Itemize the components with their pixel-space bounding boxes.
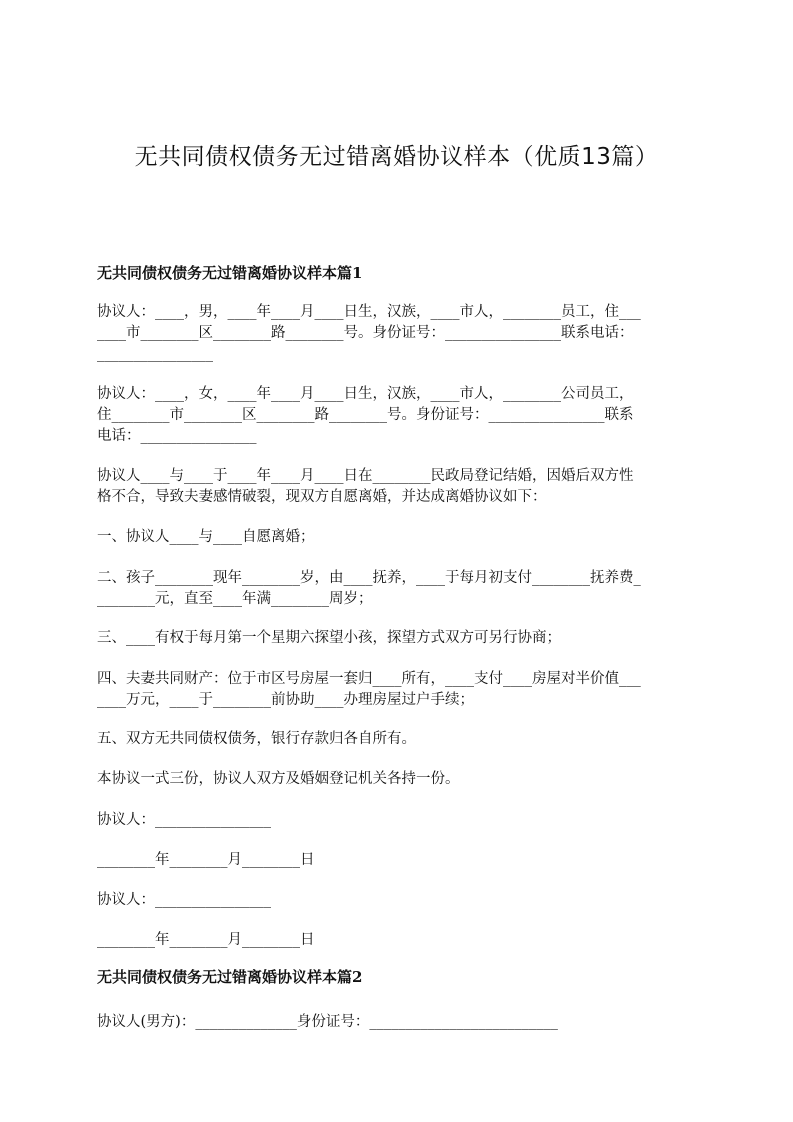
section-2-paragraph-1: 协议人(男方)：______________身份证号：__________________________: [97, 1014, 558, 1030]
clause-3: 三、____有权于每月第一个星期六探望小孩，探望方式双方可另行协商；: [97, 630, 561, 646]
clause-4-line-2: ____万元，____于________前协助____办理房屋过户手续；: [97, 692, 474, 708]
date-line-1: ________年________月________日: [97, 852, 315, 868]
paragraph-marriage-line-2: 格不合，导致夫妻感情破裂，现双方自愿离婚，并达成离婚协议如下：: [97, 489, 547, 505]
clause-4-line-1: 四、夫妻共同财产：位于市区号房屋一套归____所有，____支付____房屋对半价值___: [97, 671, 641, 687]
section-heading-1: 无共同债权债务无过错离婚协议样本篇1: [97, 264, 363, 282]
paragraph-husband-info-line-1: 协议人：____，男，____年____月____日生，汉族，____市人，________员工，住___: [97, 304, 641, 320]
clause-2-line-1: 二、孩子________现年________岁，由____抚养，____于每月初支付________抚养费_: [97, 570, 641, 586]
page-title: 无共同债权债务无过错离婚协议样本（优质13篇）: [134, 144, 659, 170]
paragraph-marriage-line-1: 协议人____与____于____年____月____日在________民政局登记结婚，因婚后双方性: [97, 468, 634, 484]
paragraph-husband-info-line-2: ____市________区________路________号。身份证号：________________联系电话：: [97, 325, 634, 341]
copies-statement: 本协议一式三份，协议人双方及婚姻登记机关各持一份。: [97, 771, 460, 787]
paragraph-husband-info-line-3: ________________: [97, 346, 213, 362]
clause-5: 五、双方无共同债权债务，银行存款归各自所有。: [97, 731, 416, 747]
paragraph-wife-info-line-1: 协议人：____，女，____年____月____日生，汉族，____市人，________公司员工，: [97, 386, 634, 402]
signature-line-1: 协议人：________________: [97, 812, 271, 828]
date-line-2: ________年________月________日: [97, 932, 315, 948]
paragraph-wife-info-line-2: 住________市________区________路________号。身份证号：________________联系: [97, 407, 634, 423]
paragraph-wife-info-line-3: 电话：________________: [97, 428, 257, 444]
section-heading-2: 无共同债权债务无过错离婚协议样本篇2: [97, 968, 363, 986]
signature-line-2: 协议人：________________: [97, 892, 271, 908]
clause-1: 一、协议人____与____自愿离婚；: [97, 529, 315, 545]
clause-2-line-2: ________元，直至____年满________周岁；: [97, 591, 373, 607]
